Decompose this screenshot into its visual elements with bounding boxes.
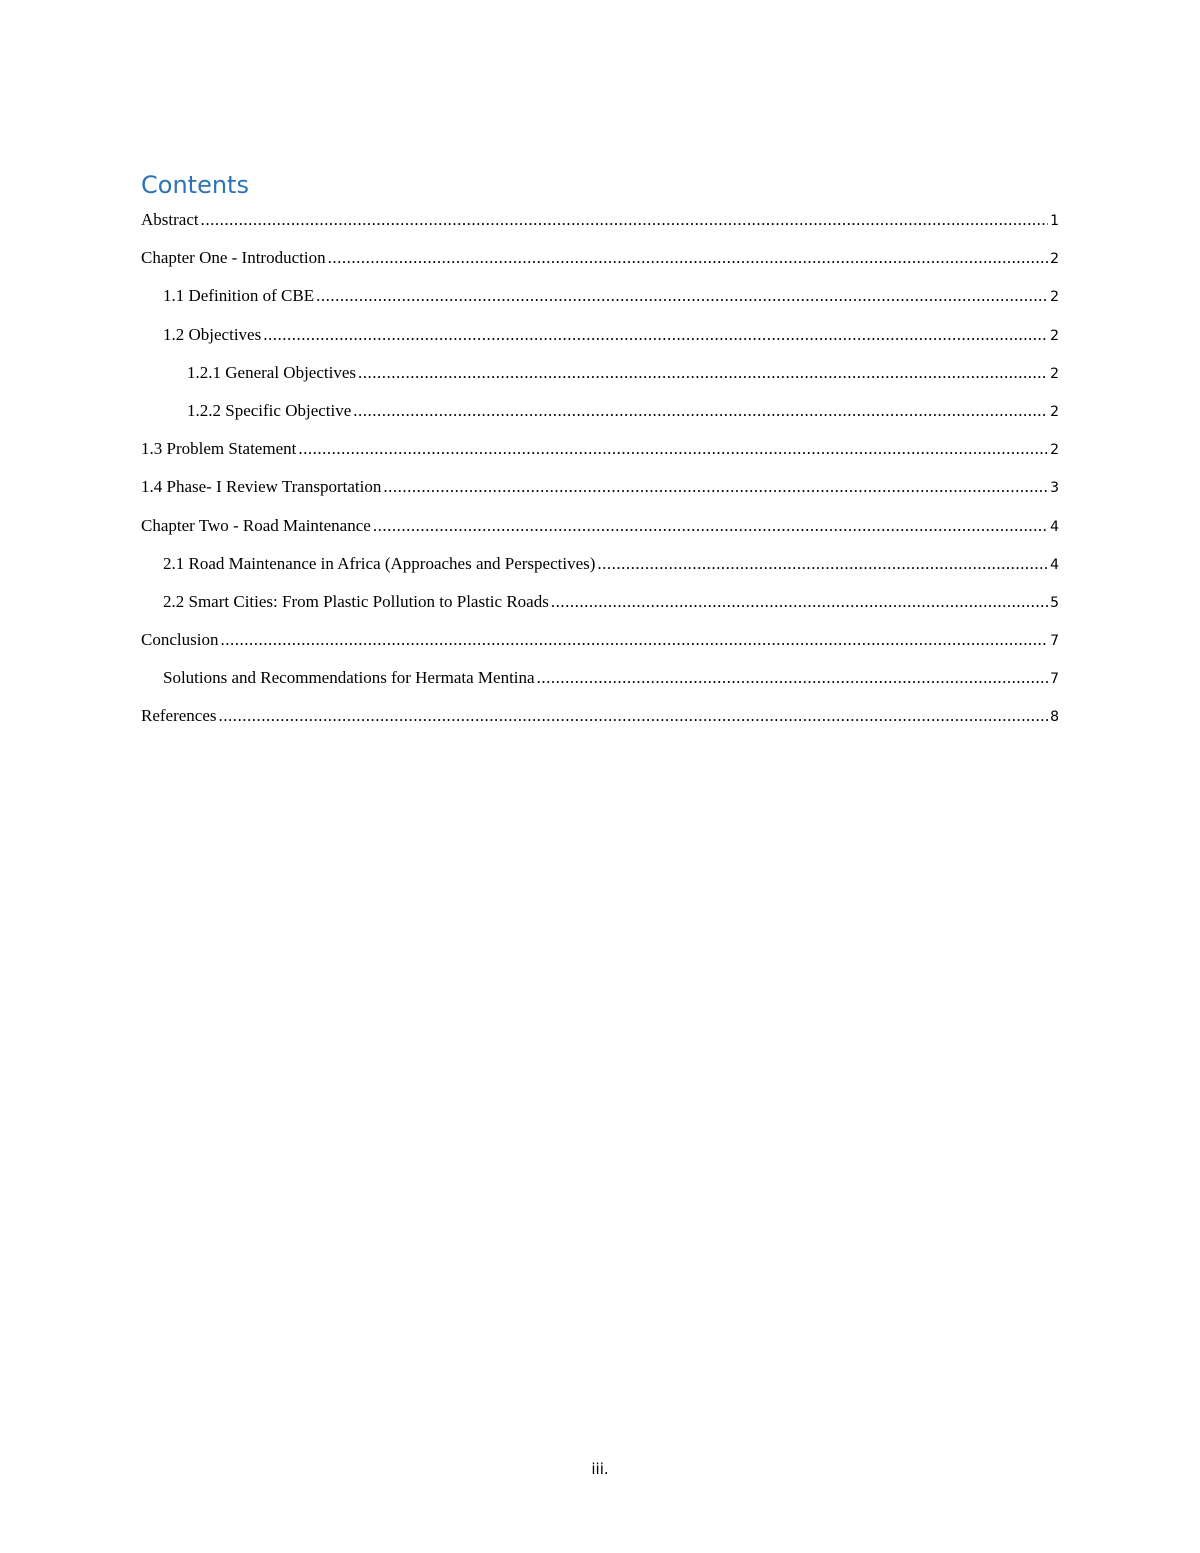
toc-entry-title: Chapter One - Introduction: [141, 248, 326, 268]
toc-entry-page: 2: [1050, 442, 1059, 459]
toc-entry-title: References: [141, 706, 217, 726]
page-number: iii.: [591, 1460, 609, 1478]
toc-dot-leader: [328, 239, 1048, 277]
toc-dot-leader: [219, 697, 1048, 735]
toc-entry-title: 2.1 Road Maintenance in Africa (Approaches and Perspectives): [163, 553, 596, 573]
toc-entry-1-3[interactable]: [141, 430, 1059, 468]
toc-entry-title: Abstract: [141, 210, 199, 229]
toc-entry-chapter-one[interactable]: [141, 239, 1059, 277]
toc-dot-leader: [263, 316, 1048, 354]
toc-dot-leader: [551, 583, 1048, 621]
toc-dot-leader: [597, 545, 1048, 583]
toc-entry-title: 1.2 Objectives: [163, 324, 262, 344]
toc-dot-leader: [298, 430, 1048, 468]
toc-entry-references[interactable]: [141, 697, 1059, 735]
toc-entry-page: 4: [1050, 556, 1059, 573]
toc-entry-1-2-2[interactable]: [141, 392, 1059, 430]
toc-heading: Contents: [141, 171, 249, 199]
toc-entry-title: 1.2.1 General Objectives: [187, 362, 356, 382]
toc-entry-page: 7: [1050, 633, 1059, 650]
toc-entry-page: 2: [1050, 365, 1059, 382]
toc-entry-abstract[interactable]: [141, 201, 1059, 239]
toc-entry-page: 8: [1050, 709, 1059, 726]
table-of-contents: [141, 201, 1059, 736]
toc-entry-2-2[interactable]: [141, 583, 1059, 621]
toc-entry-page: 2: [1050, 403, 1059, 420]
toc-entry-1-2-1[interactable]: [141, 354, 1059, 392]
toc-dot-leader: [316, 277, 1048, 315]
toc-dot-leader: [383, 468, 1048, 506]
toc-entry-page: 2: [1050, 289, 1059, 306]
toc-entry-title: 2.2 Smart Cities: From Plastic Pollution to Plastic Roads: [163, 591, 549, 611]
toc-entry-solutions[interactable]: [141, 659, 1059, 697]
toc-entry-title: 1.2.2 Specific Objective: [187, 400, 352, 420]
toc-entry-chapter-two[interactable]: [141, 507, 1059, 545]
toc-entry-1-2[interactable]: [141, 316, 1059, 354]
toc-entry-title: Conclusion: [141, 630, 219, 650]
toc-entry-conclusion[interactable]: [141, 621, 1059, 659]
toc-entry-page: 2: [1050, 251, 1059, 268]
toc-entry-page: 1: [1050, 213, 1059, 229]
toc-dot-leader: [201, 201, 1048, 239]
toc-entry-title: 1.1 Definition of CBE: [163, 286, 315, 306]
toc-dot-leader: [353, 392, 1048, 430]
toc-entry-title: Chapter Two - Road Maintenance: [141, 515, 371, 535]
toc-entry-title: 1.4 Phase- I Review Transportation: [141, 477, 382, 497]
toc-entry-1-4[interactable]: [141, 468, 1059, 506]
toc-entry-title: 1.3 Problem Statement: [141, 439, 297, 459]
toc-entry-page: 5: [1050, 594, 1059, 611]
toc-dot-leader: [373, 507, 1048, 545]
toc-entry-page: 4: [1050, 518, 1059, 535]
toc-entry-page: 2: [1050, 327, 1059, 344]
toc-entry-1-1[interactable]: [141, 277, 1059, 315]
toc-entry-page: 3: [1050, 480, 1059, 497]
toc-dot-leader: [358, 354, 1048, 392]
toc-dot-leader: [220, 621, 1048, 659]
toc-dot-leader: [537, 659, 1048, 697]
toc-entry-page: 7: [1050, 671, 1059, 688]
toc-entry-title: Solutions and Recommendations for Hermata Mentina: [163, 668, 535, 688]
toc-entry-2-1[interactable]: [141, 545, 1059, 583]
